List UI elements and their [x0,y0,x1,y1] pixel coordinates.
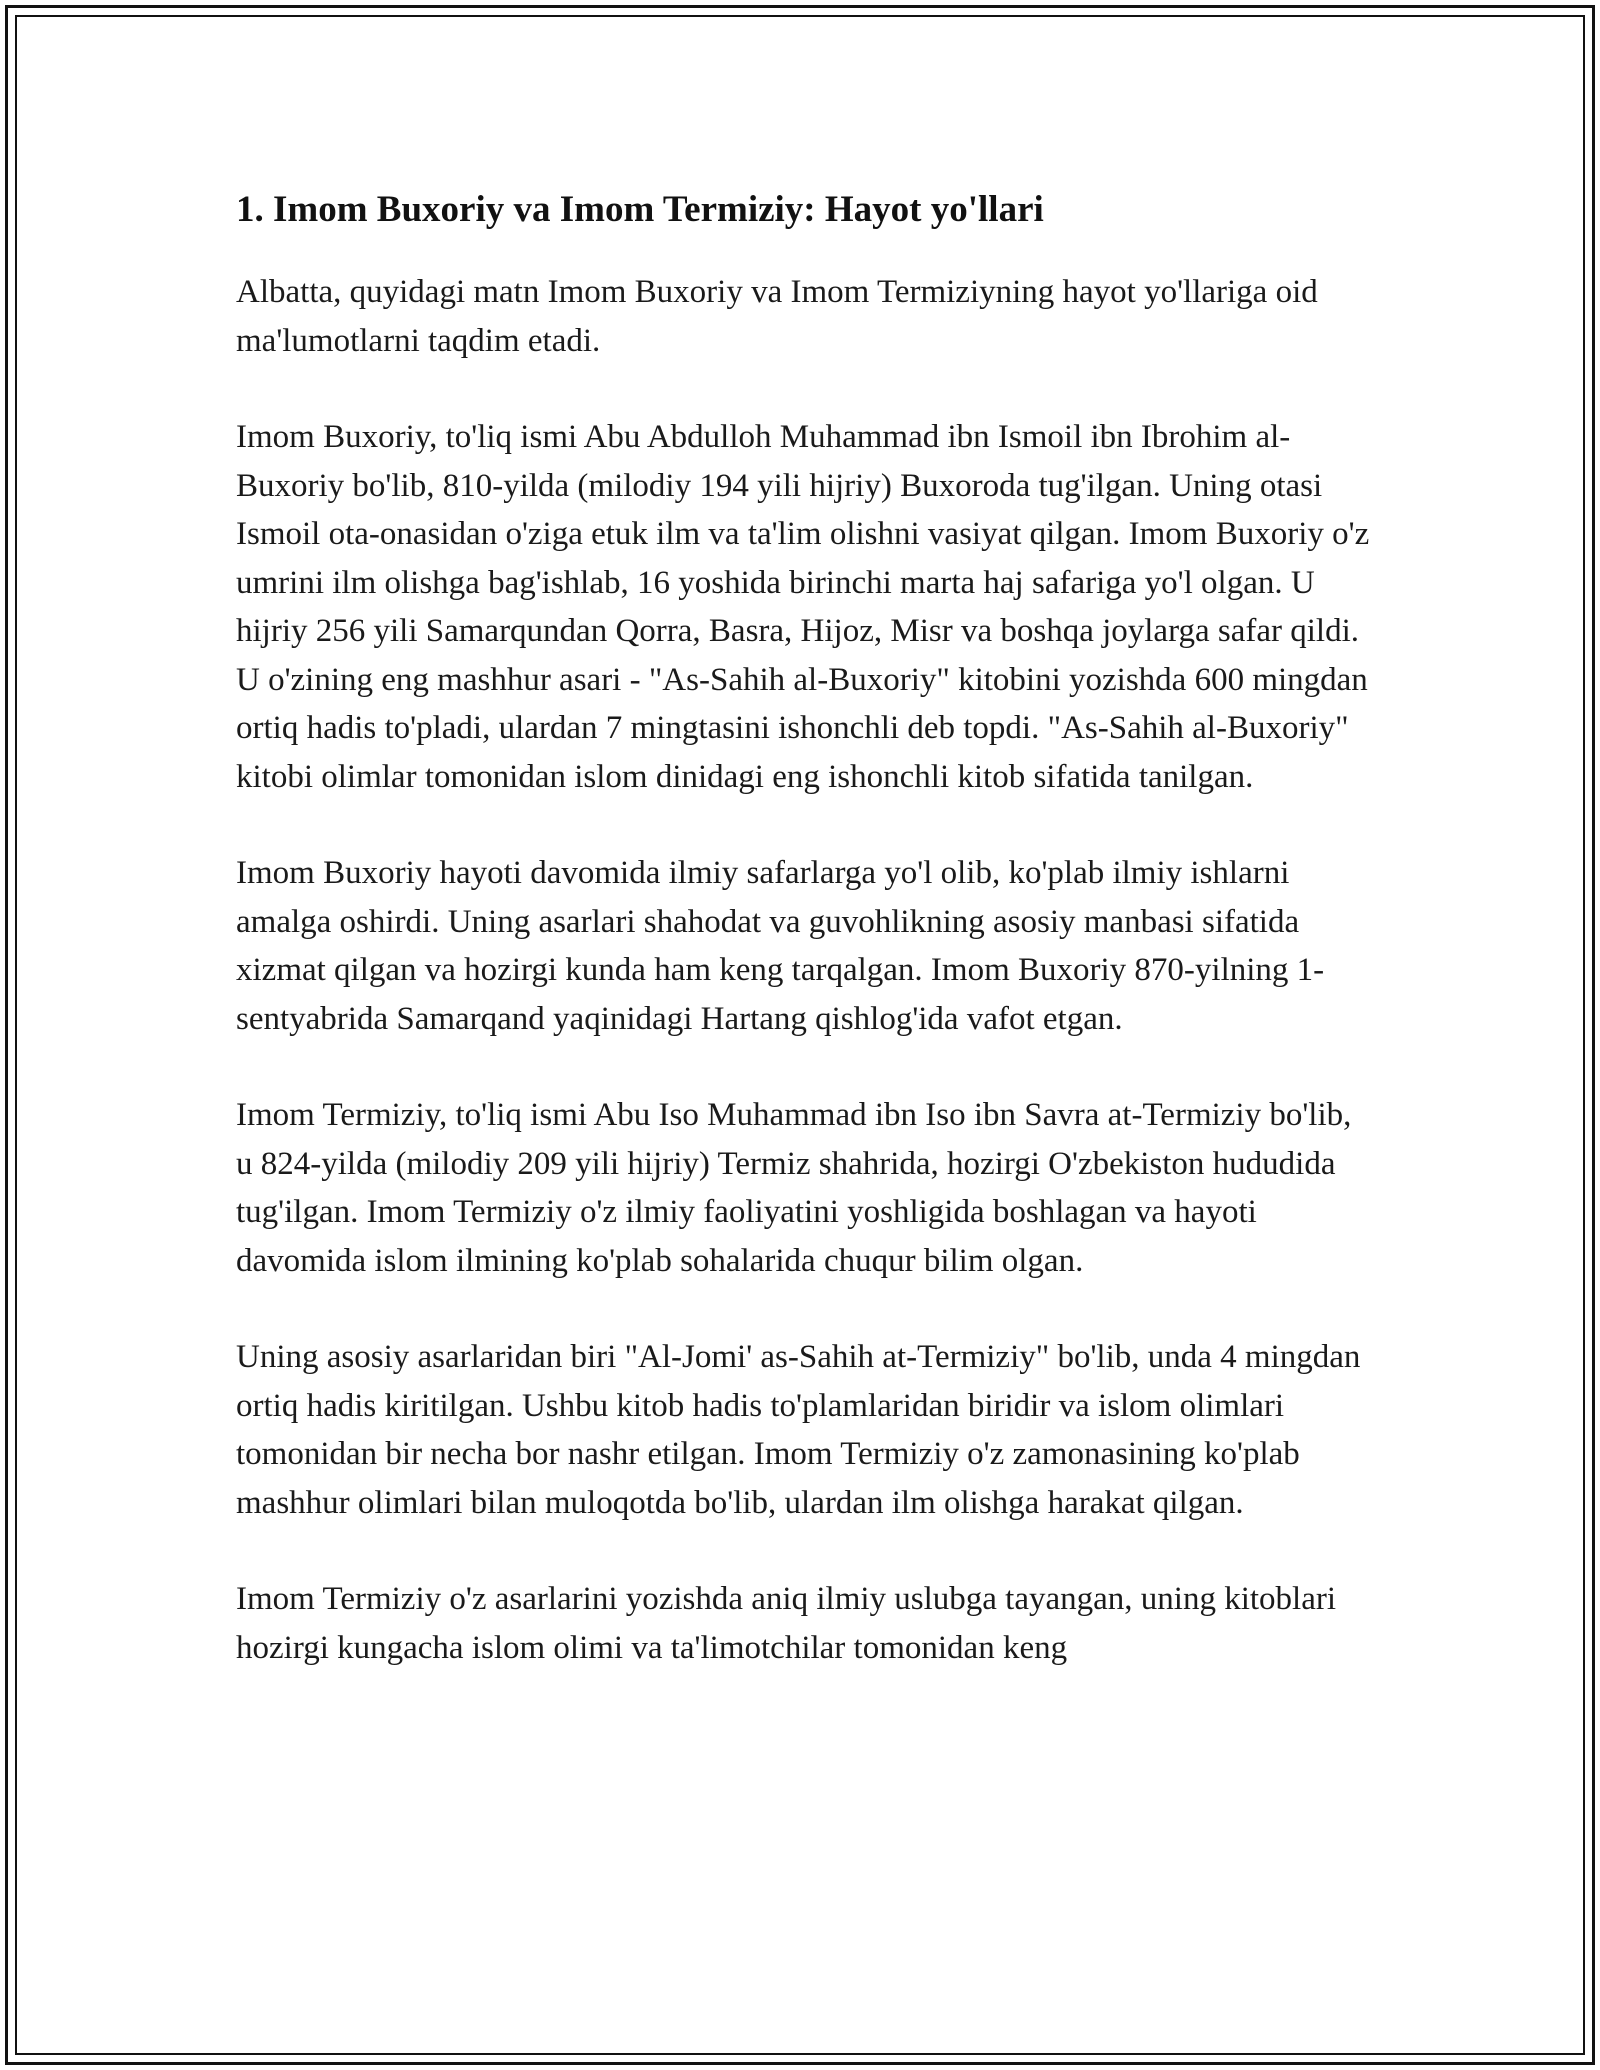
paragraph-termiziy-method: Imom Termiziy o'z asarlarini yozishda aniq ilmiy uslubga tayangan, uning kitoblari hozirgi kungacha islom olimi va ta'limotchilar tomonidan keng [236,1581,1337,1666]
paragraph-intro: Albatta, quyidagi matn Imom Buxoriy va Imom Termiziyning hayot yo'llariga oid ma'lumotlarni taqdim etadi. [236,274,1318,359]
paragraph-termiziy-biography: Imom Termiziy, to'liq ismi Abu Iso Muhammad ibn Iso ibn Savra at-Termiziy bo'lib, u 824-yilda (milodiy 209 yili hijriy) Termiz shahrida, hozirgi O'zbekiston hududida tug'ilgan. Imom Termiziy o'z ilmiy faoliyatini yoshligida boshlagan va hayoti davomida islom ilmining ko'plab sohalarida chuqur bilim olgan. [236,1097,1352,1279]
section-heading: 1. Imom Buxoriy va Imom Termiziy: Hayot yo'llari [236,189,1044,230]
paragraph-buxoriy-legacy: Imom Buxoriy hayoti davomida ilmiy safarlarga yo'l olib, ko'plab ilmiy ishlarni amalga oshirdi. Uning asarlari shahodat va guvohlikning asosiy manbasi sifatida xizmat qilgan va hozirgi kunda ham keng tarqalgan. Imom Buxoriy 870-yilning 1-sentyabrida Samarqand yaqinidagi Hartang qishlog'ida vafot etgan. [236,855,1325,1037]
document-body [236,188,1376,1720]
paragraph-buxoriy-biography: Imom Buxoriy, to'liq ismi Abu Abdulloh Muhammad ibn Ismoil ibn Ibrohim al-Buxoriy bo'lib, 810-yilda (milodiy 194 yili hijriy) Buxoroda tug'ilgan. Uning otasi Ismoil ota-onasidan o'ziga etuk ilm va ta'lim olishni vasiyat qilgan. Imom Buxoriy o'z umrini ilm olishga bag'ishlab, 16 yoshida birinchi marta haj safariga yo'l olgan. U hijriy 256 yili Samarqundan Qorra, Basra, Hijoz, Misr va boshqa joylarga safar qildi. U o'zining eng mashhur asari - "As-Sahih al-Buxoriy" kitobini yozishda 600 mingdan ortiq hadis to'pladi, ulardan 7 mingtasini ishonchli deb topdi. "As-Sahih al-Buxoriy" kitobi olimlar tomonidan islom dinidagi eng ishonchli kitob sifatida tanilgan. [236,419,1370,795]
paragraph-termiziy-works: Uning asosiy asarlaridan biri "Al-Jomi' as-Sahih at-Termiziy" bo'lib, unda 4 mingdan ortiq hadis kiritilgan. Ushbu kitob hadis to'plamlaridan biridir va islom olimlari tomonidan bir necha bor nashr etilgan. Imom Termiziy o'z zamonasining ko'plab mashhur olimlari bilan muloqotda bo'lib, ulardan ilm olishga harakat qilgan. [236,1339,1361,1521]
